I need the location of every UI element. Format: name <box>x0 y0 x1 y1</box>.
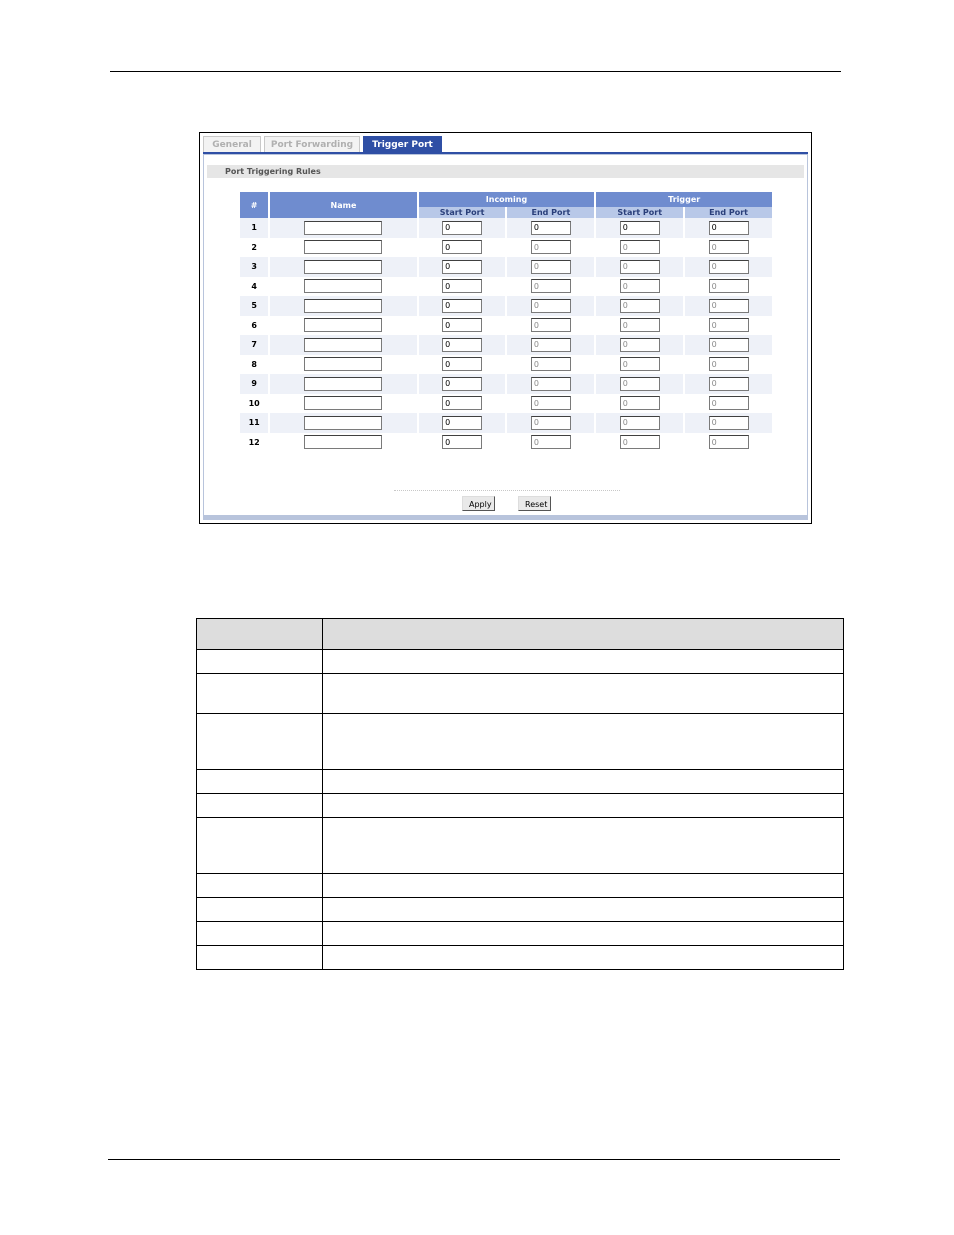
col-header-trigger: Trigger <box>596 192 772 207</box>
incoming-end-port-cell <box>507 238 594 258</box>
name-cell <box>270 316 416 336</box>
trigger-start-port-input[interactable] <box>620 279 660 293</box>
desc-header-label <box>197 619 323 650</box>
button-separator <box>394 490 620 491</box>
name-cell <box>270 355 416 375</box>
trigger-start-port-cell <box>596 355 683 375</box>
incoming-end-port-cell <box>507 355 594 375</box>
desc-label-cell <box>197 650 323 674</box>
desc-label-cell <box>197 794 323 818</box>
incoming-end-port-cell <box>507 374 594 394</box>
incoming-start-port-input[interactable] <box>442 221 482 235</box>
incoming-start-port-cell <box>419 335 506 355</box>
incoming-start-port-input[interactable] <box>442 396 482 410</box>
incoming-start-port-cell <box>419 316 506 336</box>
incoming-start-port-input[interactable] <box>442 240 482 254</box>
trigger-start-port-input[interactable] <box>620 435 660 449</box>
incoming-end-port-input[interactable] <box>531 221 571 235</box>
incoming-start-port-cell <box>419 413 506 433</box>
incoming-end-port-input[interactable] <box>531 299 571 313</box>
incoming-end-port-input[interactable] <box>531 338 571 352</box>
trigger-end-port-cell <box>685 316 772 336</box>
trigger-start-port-cell <box>596 296 683 316</box>
footer-rule <box>108 1159 840 1160</box>
tab-trigger-port[interactable]: Trigger Port <box>363 136 442 152</box>
trigger-end-port-input[interactable] <box>709 338 749 352</box>
incoming-start-port-input[interactable] <box>442 299 482 313</box>
desc-table-row <box>197 874 844 898</box>
trigger-end-port-input[interactable] <box>709 396 749 410</box>
trigger-end-port-input[interactable] <box>709 377 749 391</box>
incoming-start-port-input[interactable] <box>442 435 482 449</box>
desc-text-cell <box>323 946 844 970</box>
incoming-end-port-input[interactable] <box>531 260 571 274</box>
incoming-end-port-input[interactable] <box>531 416 571 430</box>
table-row <box>240 335 772 355</box>
apply-button[interactable]: Apply <box>462 496 495 511</box>
name-input[interactable] <box>304 357 382 371</box>
table-row <box>240 413 772 433</box>
trigger-start-port-cell <box>596 413 683 433</box>
col-header-trigger-end: End Port <box>685 207 772 218</box>
window-content <box>203 136 808 520</box>
trigger-start-port-input[interactable] <box>620 299 660 313</box>
incoming-start-port-cell <box>419 394 506 414</box>
desc-label-cell <box>197 714 323 770</box>
trigger-start-port-input[interactable] <box>620 357 660 371</box>
desc-label-cell <box>197 898 323 922</box>
trigger-end-port-input[interactable] <box>709 318 749 332</box>
name-input[interactable] <box>304 240 382 254</box>
table-row <box>240 355 772 375</box>
incoming-end-port-cell <box>507 433 594 453</box>
screenshot-frame <box>199 132 812 524</box>
name-cell <box>270 413 416 433</box>
desc-table-row <box>197 770 844 794</box>
table-row <box>240 394 772 414</box>
trigger-start-port-input[interactable] <box>620 416 660 430</box>
name-input[interactable] <box>304 416 382 430</box>
trigger-start-port-input[interactable] <box>620 260 660 274</box>
incoming-start-port-input[interactable] <box>442 279 482 293</box>
incoming-end-port-cell <box>507 296 594 316</box>
tab-general[interactable]: General <box>203 136 261 152</box>
desc-table-row <box>197 674 844 714</box>
trigger-end-port-input[interactable] <box>709 435 749 449</box>
incoming-end-port-cell <box>507 316 594 336</box>
col-header-incoming-end: End Port <box>507 207 594 218</box>
trigger-end-port-input[interactable] <box>709 279 749 293</box>
incoming-start-port-input[interactable] <box>442 416 482 430</box>
name-input[interactable] <box>304 260 382 274</box>
row-number: 4 <box>251 281 257 291</box>
incoming-start-port-cell <box>419 374 506 394</box>
table-row <box>240 296 772 316</box>
name-input[interactable] <box>304 338 382 352</box>
name-cell <box>270 238 416 258</box>
trigger-start-port-cell <box>596 433 683 453</box>
trigger-start-port-cell <box>596 257 683 277</box>
desc-text-cell <box>323 794 844 818</box>
header-rule <box>110 71 841 72</box>
trigger-start-port-input[interactable] <box>620 318 660 332</box>
incoming-start-port-cell <box>419 218 506 238</box>
trigger-start-port-cell <box>596 218 683 238</box>
name-input[interactable] <box>304 396 382 410</box>
incoming-end-port-input[interactable] <box>531 279 571 293</box>
incoming-start-port-input[interactable] <box>442 377 482 391</box>
desc-table-header-row <box>197 619 844 650</box>
incoming-start-port-cell <box>419 238 506 258</box>
incoming-start-port-cell <box>419 433 506 453</box>
row-number: 6 <box>251 320 257 330</box>
table-row <box>240 238 772 258</box>
section-title: Port Triggering Rules <box>207 165 804 178</box>
col-header-incoming: Incoming <box>419 192 595 207</box>
row-number: 2 <box>251 242 257 252</box>
trigger-end-port-cell <box>685 296 772 316</box>
name-cell <box>270 374 416 394</box>
desc-table-row <box>197 714 844 770</box>
trigger-end-port-cell <box>685 413 772 433</box>
desc-text-cell <box>323 922 844 946</box>
row-number: 12 <box>248 437 260 447</box>
name-input[interactable] <box>304 221 382 235</box>
trigger-end-port-input[interactable] <box>709 416 749 430</box>
trigger-end-port-input[interactable] <box>709 221 749 235</box>
incoming-end-port-cell <box>507 335 594 355</box>
desc-text-cell <box>323 818 844 874</box>
row-number: 5 <box>240 296 268 316</box>
incoming-end-port-input[interactable] <box>531 377 571 391</box>
row-number: 10 <box>248 398 260 408</box>
name-cell <box>270 433 416 453</box>
row-number: 9 <box>240 374 268 394</box>
incoming-end-port-input[interactable] <box>531 357 571 371</box>
row-number: 7 <box>240 335 268 355</box>
desc-table-row <box>197 922 844 946</box>
incoming-start-port-cell <box>419 296 506 316</box>
row-number: 3 <box>240 257 268 277</box>
incoming-start-port-input[interactable] <box>442 338 482 352</box>
incoming-end-port-input[interactable] <box>531 240 571 254</box>
incoming-end-port-input[interactable] <box>531 396 571 410</box>
col-header-num: # <box>240 192 268 218</box>
incoming-end-port-cell <box>507 394 594 414</box>
incoming-start-port-input[interactable] <box>442 357 482 371</box>
desc-label-cell <box>197 674 323 714</box>
trigger-end-port-input[interactable] <box>709 260 749 274</box>
trigger-start-port-cell <box>596 316 683 336</box>
name-cell <box>270 257 416 277</box>
name-input[interactable] <box>304 279 382 293</box>
desc-header-description <box>323 619 844 650</box>
name-cell <box>270 296 416 316</box>
incoming-start-port-input[interactable] <box>442 260 482 274</box>
desc-text-cell <box>323 714 844 770</box>
trigger-start-port-cell <box>596 277 683 297</box>
row-number: 11 <box>240 413 268 433</box>
trigger-start-port-cell <box>596 335 683 355</box>
col-header-name: Name <box>270 192 416 218</box>
desc-table-row <box>197 946 844 970</box>
name-cell <box>270 394 416 414</box>
desc-label-cell <box>197 874 323 898</box>
trigger-end-port-cell <box>685 277 772 297</box>
desc-table-row <box>197 898 844 922</box>
desc-label-cell <box>197 922 323 946</box>
name-input[interactable] <box>304 299 382 313</box>
trigger-start-port-input[interactable] <box>620 338 660 352</box>
table-row <box>240 316 772 336</box>
desc-text-cell <box>323 874 844 898</box>
table-row <box>240 374 772 394</box>
trigger-end-port-input[interactable] <box>709 357 749 371</box>
trigger-start-port-cell <box>596 374 683 394</box>
desc-text-cell <box>323 770 844 794</box>
trigger-start-port-cell <box>596 394 683 414</box>
incoming-end-port-input[interactable] <box>531 318 571 332</box>
content-panel <box>203 154 808 520</box>
col-header-incoming-start: Start Port <box>419 207 506 218</box>
incoming-start-port-cell <box>419 355 506 375</box>
port-triggering-table <box>238 192 774 452</box>
field-description-table <box>196 618 844 970</box>
trigger-start-port-input[interactable] <box>620 221 660 235</box>
incoming-end-port-cell <box>507 218 594 238</box>
incoming-end-port-input[interactable] <box>531 435 571 449</box>
reset-button[interactable]: Reset <box>518 496 551 511</box>
trigger-end-port-cell <box>685 394 772 414</box>
name-cell <box>270 335 416 355</box>
trigger-end-port-cell <box>685 238 772 258</box>
row-number: 8 <box>251 359 257 369</box>
tab-bar <box>203 136 808 153</box>
incoming-end-port-cell <box>507 257 594 277</box>
table-row <box>240 433 772 453</box>
desc-text-cell <box>323 674 844 714</box>
incoming-start-port-cell <box>419 277 506 297</box>
name-cell <box>270 218 416 238</box>
trigger-end-port-input[interactable] <box>709 240 749 254</box>
name-input[interactable] <box>304 318 382 332</box>
trigger-start-port-input[interactable] <box>620 396 660 410</box>
trigger-end-port-input[interactable] <box>709 299 749 313</box>
trigger-end-port-cell <box>685 355 772 375</box>
trigger-end-port-cell <box>685 218 772 238</box>
name-cell <box>270 277 416 297</box>
trigger-end-port-cell <box>685 335 772 355</box>
desc-table-row <box>197 818 844 874</box>
desc-label-cell <box>197 946 323 970</box>
table-row <box>240 277 772 297</box>
name-input[interactable] <box>304 377 382 391</box>
desc-label-cell <box>197 818 323 874</box>
tab-port-forwarding[interactable]: Port Forwarding <box>264 136 360 152</box>
desc-table-row <box>197 794 844 818</box>
trigger-start-port-input[interactable] <box>620 377 660 391</box>
incoming-start-port-cell <box>419 257 506 277</box>
desc-label-cell <box>197 770 323 794</box>
trigger-end-port-cell <box>685 257 772 277</box>
desc-table-row <box>197 650 844 674</box>
col-header-trigger-start: Start Port <box>596 207 683 218</box>
incoming-end-port-cell <box>507 277 594 297</box>
name-input[interactable] <box>304 435 382 449</box>
trigger-end-port-cell <box>685 374 772 394</box>
incoming-end-port-cell <box>507 413 594 433</box>
incoming-start-port-input[interactable] <box>442 318 482 332</box>
trigger-end-port-cell <box>685 433 772 453</box>
desc-text-cell <box>323 650 844 674</box>
row-number: 1 <box>240 218 268 238</box>
table-row <box>240 257 772 277</box>
desc-text-cell <box>323 898 844 922</box>
table-row <box>240 218 772 238</box>
trigger-start-port-cell <box>596 238 683 258</box>
trigger-start-port-input[interactable] <box>620 240 660 254</box>
